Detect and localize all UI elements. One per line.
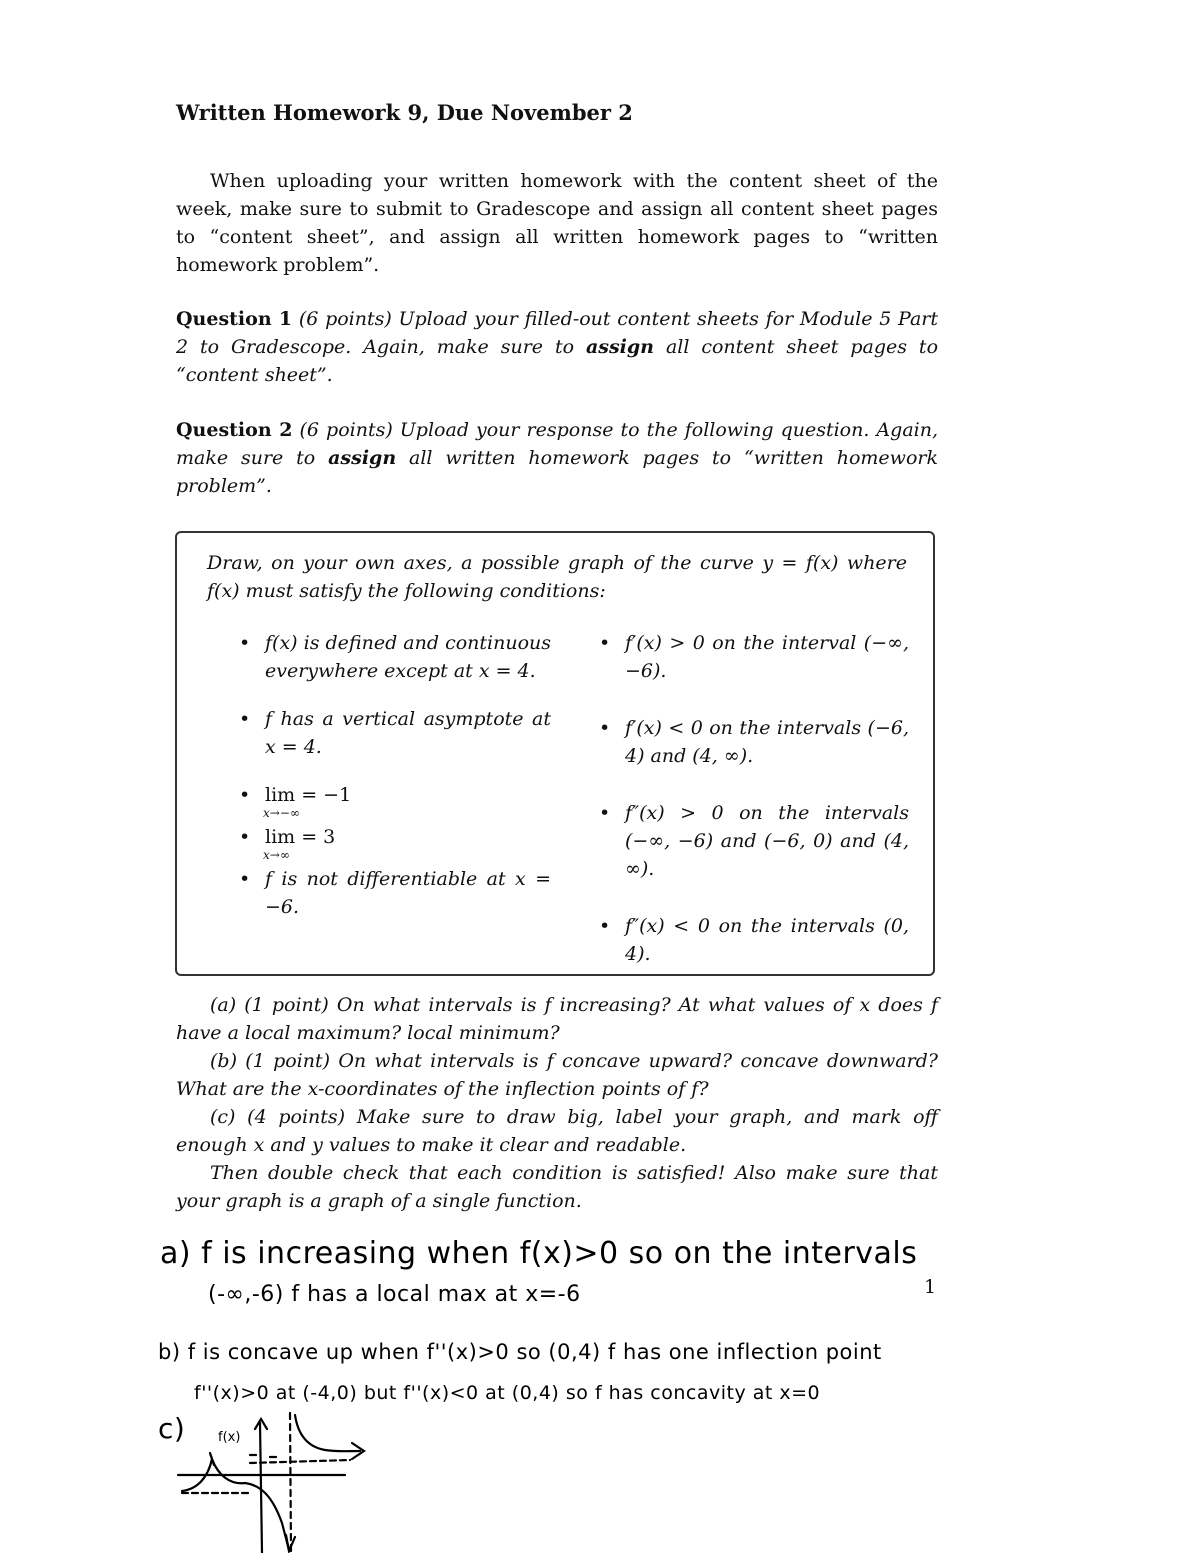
handwritten-answer-b-line2: f''(x)>0 at (-4,0) but f''(x)<0 at (0,4) so f has concavity at x=0: [194, 1382, 821, 1404]
question-parts: [176, 991, 938, 1215]
handwritten-answer-a-line2: (-∞,-6) f has a local max at x=-6: [208, 1282, 581, 1307]
limit-1-value: = −1: [301, 784, 352, 806]
question-2-text-after: all written homework pages to “written homework problem”.: [176, 447, 938, 497]
limit-1-word: lim: [265, 784, 296, 806]
question-2: [176, 416, 938, 500]
part-b: (b) (1 point) On what intervals is f concave upward? concave downward? What are the x-coordinates of the inflection points of f?: [176, 1050, 938, 1100]
intro-paragraph: When uploading your written homework with the content sheet of the week, make sure to submit to Gradescope and assign all content sheet pages to “content sheet”, and assign all written homework pages to “written homework problem”.: [176, 170, 938, 276]
condition-continuity: • f(x) is defined and continuous everywhere except at x = 4.: [239, 629, 551, 685]
part-check: Then double check that each condition is satisfied! Also make sure that your graph is a graph of a single function.: [176, 1162, 938, 1212]
handwritten-graph-sketch: [150, 1405, 390, 1553]
question-1-label: Question 1: [176, 308, 293, 330]
condition-first-derivative-negative: • f′(x) < 0 on the intervals (−6, 4) and (4, ∞).: [599, 714, 909, 770]
handwritten-answer-b-line1: b) f is concave up when f''(x)>0 so (0,4) f has one inflection point: [158, 1340, 882, 1364]
part-a: (a) (1 point) On what intervals is f increasing? At what values of x does f have a local maximum? local minimum?: [176, 994, 938, 1044]
sketch-label: f(x): [218, 1430, 241, 1445]
condition-second-derivative-positive: • f″(x) > 0 on the intervals (−∞, −6) and (−6, 0) and (4, ∞).: [599, 799, 909, 883]
handwritten-answer-c-label: c): [158, 1412, 186, 1445]
limit-2-subscript: x→∞: [263, 848, 290, 862]
page-number: 1: [924, 1276, 937, 1298]
condition-first-derivative-positive: • f′(x) > 0 on the interval (−∞, −6).: [599, 629, 909, 685]
limit-1-operator: [263, 781, 300, 820]
question-2-assign: assign: [328, 447, 397, 469]
sketch-right-curve: [295, 1415, 360, 1451]
question-2-label: Question 2: [176, 419, 293, 441]
conditions-intro: Draw, on your own axes, a possible graph of the curve y = f(x) where f(x) must satisfy the following conditions:: [207, 552, 907, 602]
condition-second-derivative-negative: • f″(x) < 0 on the intervals (0, 4).: [599, 912, 909, 968]
sketch-vertical-asymptote: [290, 1413, 291, 1553]
question-1: [176, 305, 938, 389]
conditions-box: [175, 531, 935, 976]
condition-limit-pos-inf: [239, 823, 551, 862]
limit-2-value: = 3: [301, 826, 336, 848]
conditions-right-list: [599, 629, 909, 997]
homework-title: Written Homework 9, Due November 2: [176, 100, 633, 125]
question-2-text-before: (6 points) Upload your response to the following question. Again, make sure to: [176, 419, 938, 469]
limit-1-subscript: x→−∞: [263, 806, 300, 820]
limit-2-word: lim: [265, 826, 296, 848]
condition-not-differentiable: • f is not differentiable at x = −6.: [239, 865, 551, 921]
sketch-left-curve: [182, 1459, 289, 1551]
question-1-text-before: (6 points) Upload your filled-out content sheets for Module 5 Part 2 to Gradescope. Again, make sure to: [176, 308, 938, 358]
condition-limit-neg-inf: [239, 781, 551, 820]
condition-asymptote: • f has a vertical asymptote at x = 4.: [239, 705, 551, 761]
limit-2-operator: [263, 823, 296, 862]
sketch-horizontal-asymptote-right: [250, 1460, 350, 1463]
conditions-left-list: [239, 629, 551, 941]
handwritten-answer-a-line1: a) f is increasing when f(x)>0 so on the intervals: [160, 1236, 918, 1271]
question-1-assign: assign: [585, 336, 654, 358]
question-1-text-after: all content sheet pages to “content sheet”.: [176, 336, 939, 386]
part-c: (c) (4 points) Make sure to draw big, label your graph, and mark off enough x and y values to make it clear and readable.: [176, 1106, 938, 1156]
